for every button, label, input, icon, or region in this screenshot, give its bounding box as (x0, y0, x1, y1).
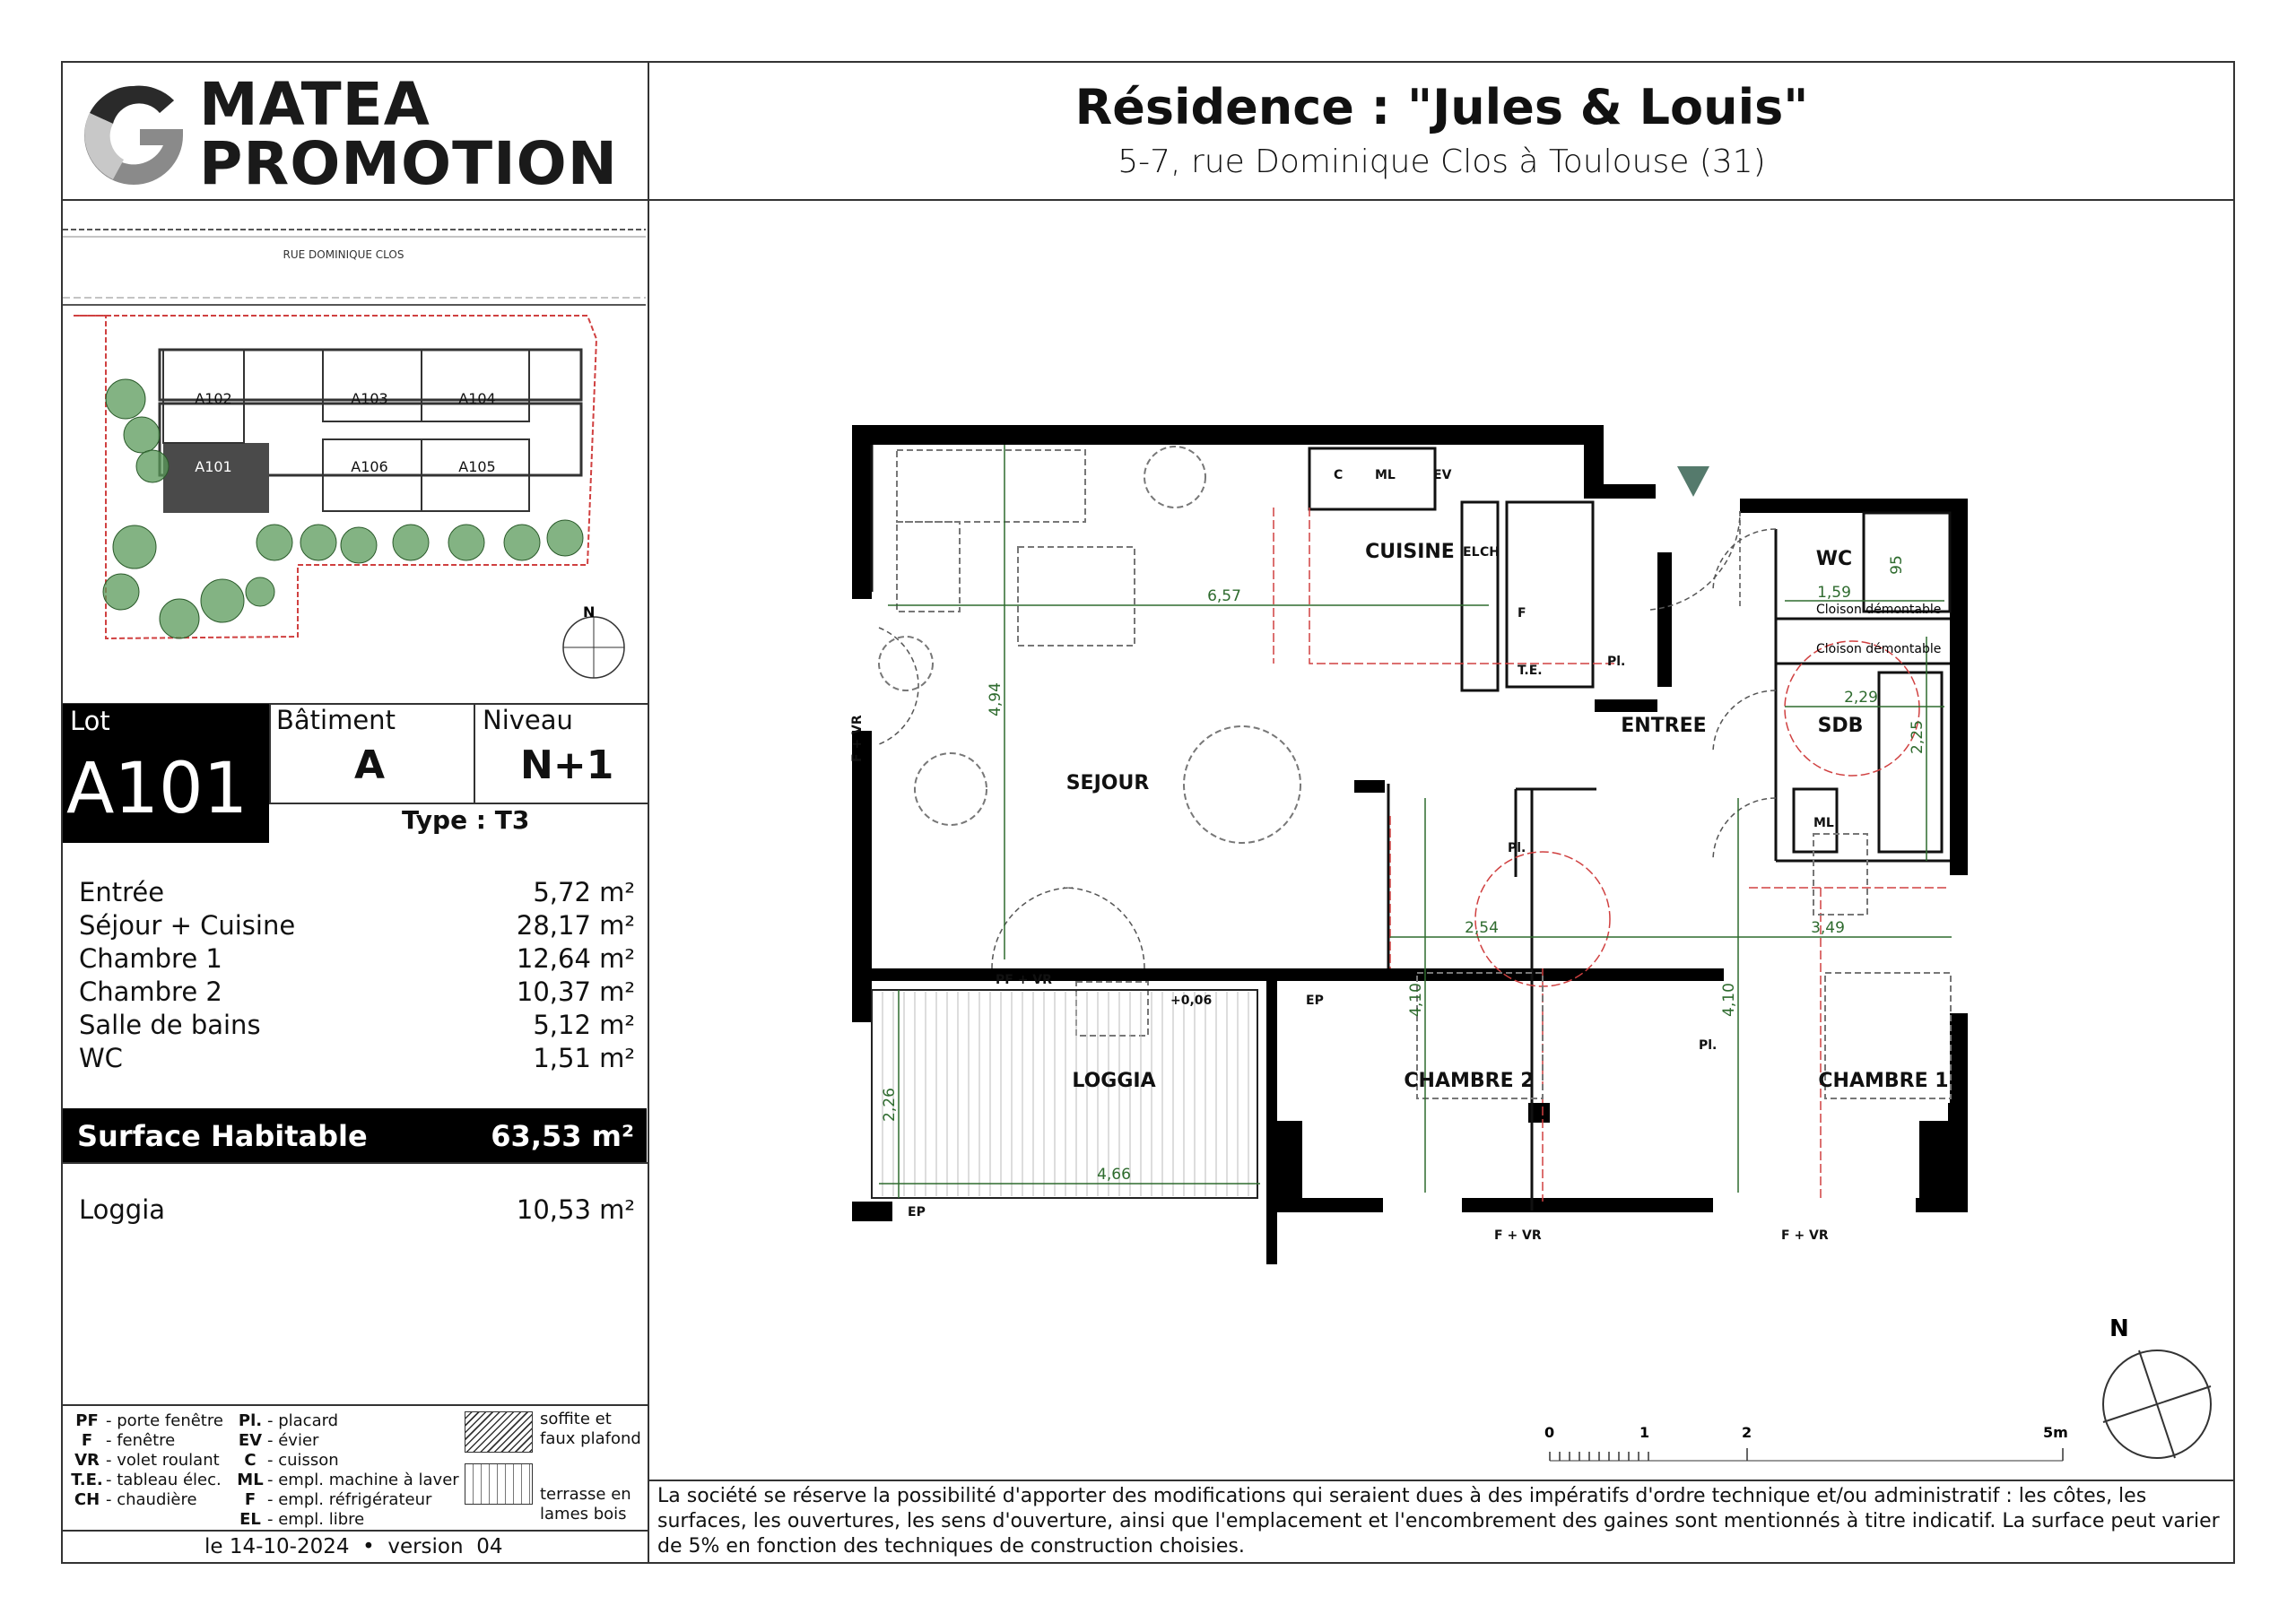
floor-plan-svg (843, 421, 2072, 1264)
dim-657: 6,57 (1207, 587, 1241, 605)
legend-col2 (233, 1411, 466, 1530)
disclaimer-text: La société se réserve la possibilité d'apporter des modifications qui seraient dues à des impératifs d'ordre technique et/ou administratif : les côtes, les surfaces, les ouvertures, les sens d'ouverture, ainsi que l'emplacement et l'encombrement des gaines sont mentionnés à titre indicatif. La surface peut varier de 5% en fonction des techniques de construction choisies. (657, 1485, 2220, 1558)
surface-habitable-bar (63, 1108, 647, 1162)
surface-value: 63,53 m² (491, 1119, 634, 1153)
area-row-sejour: Séjour + Cuisine 28,17 m² (79, 910, 635, 941)
lot-number: A101 (66, 749, 248, 829)
unit-a101-highlight (163, 443, 269, 513)
dim-95: 95 (1888, 555, 1906, 575)
room-label-chambre2: CHAMBRE 2 (1404, 1070, 1535, 1092)
legend-item: EV - évier (238, 1431, 319, 1450)
lot-type: Type : T3 (402, 805, 530, 835)
fixture-pl-chambre2: Pl. (1508, 841, 1526, 855)
brand-name-line2: PROMOTION (199, 129, 619, 198)
legend-item: EL - empl. libre (239, 1510, 365, 1529)
room-label-cuisine: CUISINE (1365, 541, 1455, 563)
type-divider (269, 803, 648, 804)
fixture-f-vr-chambre2: F + VR (1494, 1228, 1542, 1243)
legend-col1 (68, 1411, 230, 1510)
hatch-swatch-soffite (465, 1411, 533, 1453)
dim-349: 3,49 (1811, 919, 1845, 937)
header-divider (61, 199, 2235, 201)
room-label-chambre1: CHAMBRE 1 (1818, 1070, 1949, 1092)
hatch-label-soffite: soffite et faux plafond (540, 1410, 641, 1448)
legend-item: CH - chaudière (74, 1490, 197, 1509)
legend-item: PF - porte fenêtre (75, 1411, 223, 1430)
legend-divider (61, 1404, 648, 1406)
batiment-divider (269, 704, 271, 803)
areas-divider (61, 1162, 648, 1164)
footer-divider-left (61, 1530, 648, 1532)
fixture-f-vr-chambre1: F + VR (1781, 1228, 1829, 1243)
dim-229: 2,29 (1844, 689, 1878, 707)
lot-label: Lot (70, 706, 110, 736)
room-label-entree: ENTREE (1621, 715, 1707, 737)
legend-item: F - empl. réfrigérateur (244, 1490, 432, 1509)
siteplan-north-label: N (583, 603, 596, 621)
left-column-divider (648, 61, 649, 1564)
batiment-label: Bâtiment (276, 705, 396, 735)
unit-label-a103: A103 (351, 390, 388, 407)
fixture-ep-2: EP (908, 1205, 926, 1219)
legend-item: F - fenêtre (81, 1431, 176, 1450)
lot-box (63, 704, 269, 843)
area-row-sdb: Salle de bains 5,12 m² (79, 1010, 635, 1040)
fixture-pf-vr: PF + VR (996, 973, 1052, 987)
label-cloison-2: Cloison démontable (1816, 642, 1942, 656)
area-row-loggia: Loggia 10,53 m² (79, 1194, 635, 1225)
hatch-swatch-terrasse (465, 1463, 533, 1505)
fixture-ev: EV (1433, 468, 1452, 482)
fixture-f: F (1518, 606, 1526, 621)
fixture-ml: ML (1375, 468, 1396, 482)
unit-label-a101: A101 (195, 458, 232, 475)
fixture-te: T.E. (1518, 664, 1543, 678)
loggia-decking (872, 990, 1257, 1198)
room-label-loggia: LOGGIA (1072, 1070, 1156, 1092)
fixture-ep-1: EP (1306, 994, 1324, 1008)
dim-466: 4,66 (1097, 1166, 1131, 1184)
fixture-ch: CH (1480, 545, 1500, 560)
street-label: RUE DOMINIQUE CLOS (283, 248, 404, 261)
legend-item: T.E. - tableau élec. (71, 1471, 222, 1489)
dim-410-ch1: 4,10 (1720, 983, 1738, 1017)
logo-g-icon (77, 79, 190, 192)
niveau-value: N+1 (520, 742, 614, 788)
room-label-sejour: SEJOUR (1065, 772, 1150, 794)
dim-159: 1,59 (1817, 584, 1851, 602)
disclaimer-divider (648, 1480, 2235, 1481)
room-label-sdb: SDB (1817, 715, 1864, 737)
residence-address: 5-7, rue Dominique Clos à Toulouse (31) (1118, 143, 1766, 180)
fixture-pl-chambre1: Pl. (1699, 1038, 1718, 1053)
floor-plan (843, 421, 2072, 1264)
level-marker: +0,06 (1170, 994, 1213, 1008)
date-version: le 14-10-2024 • version 04 (204, 1535, 503, 1558)
room-label-wc: WC (1815, 548, 1853, 570)
batiment-value: A (354, 742, 386, 788)
area-row-chambre1: Chambre 1 12,64 m² (79, 943, 635, 974)
label-cloison-1: Cloison démontable (1816, 603, 1942, 617)
entrance-marker-icon (1677, 466, 1709, 497)
door-swings (879, 511, 1776, 968)
surface-label: Surface Habitable (77, 1119, 368, 1153)
dim-226: 2,26 (881, 1088, 899, 1122)
brand-name-line1: MATEA (199, 70, 430, 139)
niveau-label: Niveau (483, 705, 573, 735)
hatch-label-terrasse: terrasse en lames bois (540, 1485, 631, 1523)
fixture-c: C (1334, 468, 1344, 482)
scale-bar (1525, 1421, 2099, 1466)
dim-225: 2,25 (1909, 720, 1926, 754)
unit-label-a106: A106 (351, 458, 388, 475)
north-label: N (2109, 1315, 2129, 1342)
brand-logo (77, 79, 190, 192)
dim-410-ch2: 4,10 (1407, 983, 1425, 1017)
fixture-pl-entree: Pl. (1607, 655, 1626, 669)
dim-494: 4,94 (987, 682, 1004, 716)
fixture-ml-sdb: ML (1813, 816, 1834, 830)
area-row-wc: WC 1,51 m² (79, 1043, 635, 1073)
unit-label-a104: A104 (458, 390, 496, 407)
north-compass (2090, 1309, 2224, 1471)
dim-254: 2,54 (1465, 919, 1499, 937)
residence-title: Résidence : "Jules & Louis" (1074, 79, 1809, 135)
fixture-el: EL (1463, 545, 1480, 560)
niveau-divider (474, 704, 475, 803)
fixture-f-vr-left: F + VR (850, 715, 865, 762)
site-plan (63, 215, 646, 699)
area-row-chambre2: Chambre 2 10,37 m² (79, 976, 635, 1007)
legend-item: VR - volet roulant (74, 1451, 220, 1470)
scale-1: 1 (1639, 1424, 1650, 1441)
legend-item: Pl. - placard (238, 1411, 339, 1430)
legend-item: ML - empl. machine à laver (237, 1471, 459, 1489)
scale-0: 0 (1544, 1424, 1555, 1441)
unit-label-a105: A105 (458, 458, 496, 475)
unit-label-a102: A102 (195, 390, 232, 407)
area-row-entree: Entrée 5,72 m² (79, 877, 635, 907)
scale-5m: 5m (2043, 1424, 2068, 1441)
legend-item: C - cuisson (244, 1451, 339, 1470)
scale-2: 2 (1742, 1424, 1752, 1441)
